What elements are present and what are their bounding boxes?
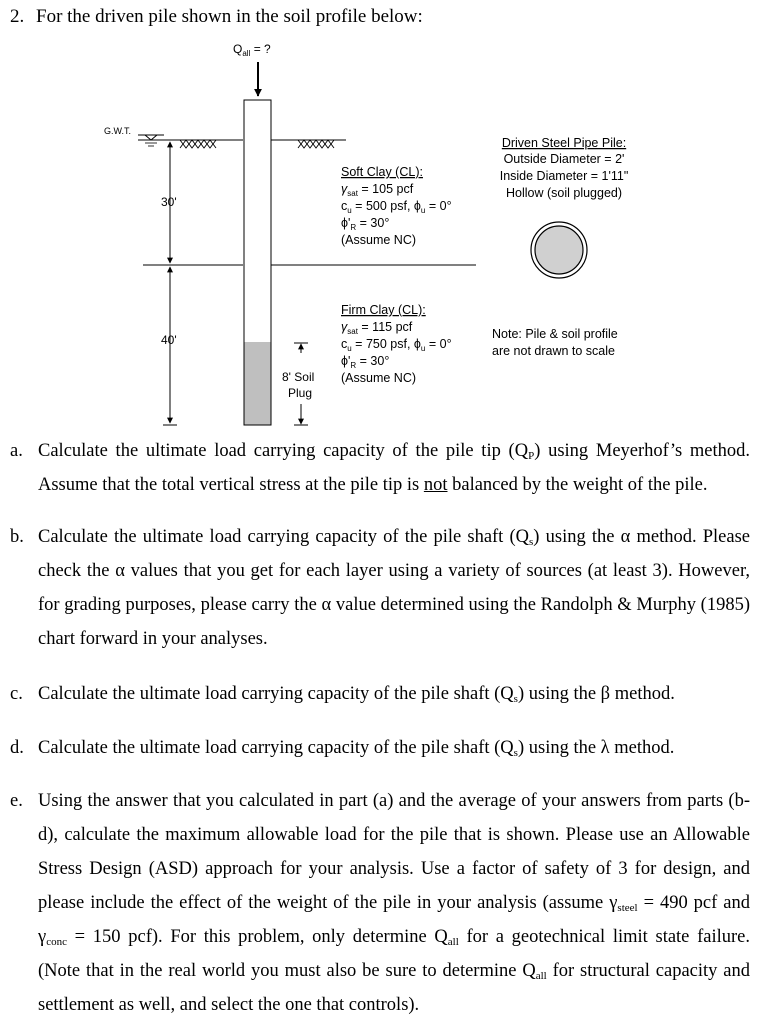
question-e-label: e. [10, 791, 23, 811]
question-b [10, 520, 750, 656]
question-c-label: c. [10, 684, 23, 704]
question-a [10, 434, 750, 502]
scale-note [492, 327, 618, 358]
depth-layer2-label: 40' [161, 333, 177, 347]
layer1-cu-phiu: $c_u = 500$ psf, $\phi_u = 0^\circ$ [341, 199, 452, 215]
layer1-properties [341, 165, 452, 247]
question-a-text: Calculate the ultimate load carrying capacity of the pile tip $(Q_P)$ using Meyerhof’s method. Assume that the total vertical stress at the pile tip is not balanced by the weight of the pile. [38, 441, 750, 495]
question-d [10, 731, 750, 765]
soil-plug [244, 342, 271, 425]
layer1-gamma: $\gamma_{sat} = 105$ pcf [341, 182, 414, 198]
plug-label-line2: Plug [288, 386, 313, 400]
layer1-assume: (Assume NC) [341, 233, 417, 247]
note-line2: are not drawn to scale [492, 344, 615, 358]
layer2-assume: (Assume NC) [341, 371, 417, 385]
layer2-title: Firm Clay (CL): [341, 303, 426, 317]
question-e-text: Using the answer that you calculated in part (a) and the average of your answers from parts (b-d), calculate the maximum allowable load for the pile that is shown. Please use an Allowable Stress Design (ASD) approach for your analysis. Use a factor of safety of 3 for design, and please include the effect of the weight of the pile in your analysis (assume $\gamma_{steel} = 490$ pcf and $\gamma_{conc} = 150$ pcf). For this problem, only determine $Q_{all}$ for a geotechnical limit state failure. (Note that in the real world you must also be sure to determine $Q_{all}$ for structural capacity and settlement as well, and select the one that controls). [38, 791, 750, 1015]
question-d-label: d. [10, 738, 24, 758]
pile-info-title: Driven Steel Pipe Pile: [501, 136, 627, 150]
soil-profile-diagram [0, 40, 763, 440]
gwt-label: G.W.T. [104, 126, 131, 136]
question-d-text: Calculate the ultimate load carrying capacity of the pile shaft $(Q_s)$ using the λ method. [38, 738, 675, 759]
problem-heading [10, 6, 423, 28]
question-b-text: Calculate the ultimate load carrying capacity of the pile shaft $(Q_s)$ using the α method. Please check the α values that you get for each layer using a variety of sources (at least 3). However, for grading purposes, please carry the α value determined using the Randolph & Murphy (1985) chart forward in your analyses. [38, 527, 751, 649]
ground-hatch-right [298, 140, 334, 148]
problem-number: 2. [10, 6, 25, 27]
problem-intro: For the driven pile shown in the soil profile below: [36, 6, 423, 27]
question-a-label: a. [10, 441, 23, 461]
question-b-label: b. [10, 527, 24, 547]
layer1-phir: $\phi'_R = 30^\circ$ [341, 216, 390, 232]
note-line1: Note: Pile & soil profile [492, 327, 618, 341]
layer2-properties [341, 303, 452, 385]
pile-info [500, 136, 629, 200]
load-label: $Q_{all}$ = ? [233, 42, 271, 58]
ground-hatch-left [180, 140, 216, 148]
question-c [10, 677, 750, 711]
layer2-phir: $\phi'_R = 30^\circ$ [341, 354, 390, 370]
layer1-title: Soft Clay (CL): [341, 165, 423, 179]
pile-section-inner [535, 226, 583, 274]
depth-layer1-label: 30' [161, 195, 177, 209]
pile-info-outside-diameter: Outside Diameter = 2' [503, 152, 625, 166]
question-e [10, 784, 750, 1022]
plug-label-line1: 8' Soil [282, 370, 315, 384]
layer2-cu-phiu: $c_u = 750$ psf, $\phi_u = 0^\circ$ [341, 337, 452, 353]
pile-info-inside-diameter: Inside Diameter = 1'11" [499, 169, 629, 183]
pile-info-hollow: Hollow (soil plugged) [505, 186, 623, 200]
question-c-text: Calculate the ultimate load carrying capacity of the pile shaft $(Q_s)$ using the β method. [38, 684, 675, 705]
layer2-gamma: $\gamma_{sat} = 115$ pcf [341, 320, 413, 336]
